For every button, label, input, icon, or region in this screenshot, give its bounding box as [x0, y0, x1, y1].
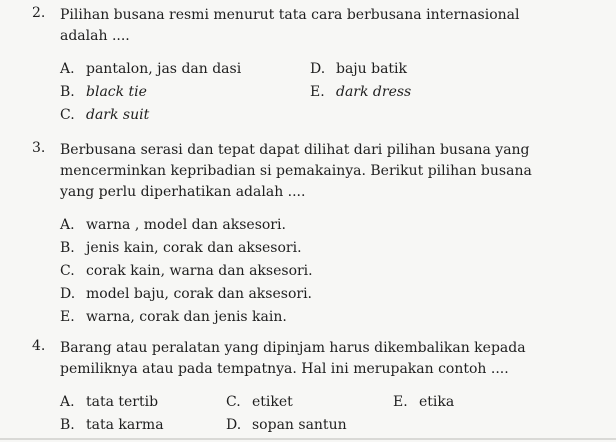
- option-a[interactable]: [60, 217, 286, 233]
- question-stem-line: yang perlu diperhatikan adalah ....: [60, 184, 306, 200]
- option-text: model baju, corak dan aksesori.: [86, 286, 312, 302]
- question-stem-line: Berbusana serasi dan tepat dapat dilihat dari pilihan busana yang: [60, 142, 530, 158]
- option-a[interactable]: [60, 61, 241, 77]
- option-letter: E.: [60, 309, 75, 325]
- option-text: etika: [419, 394, 455, 410]
- question-number: 2.: [32, 5, 46, 21]
- option-letter: B.: [60, 417, 75, 433]
- option-text: tata tertib: [86, 394, 159, 410]
- option-letter: D.: [310, 61, 326, 77]
- option-text: tata karma: [86, 417, 164, 433]
- page-edge-divider: [0, 438, 616, 440]
- option-text: corak kain, warna dan aksesori.: [86, 263, 313, 279]
- question-number: 3.: [32, 140, 46, 156]
- option-text: dark dress: [336, 84, 412, 100]
- question-stem-line: mencerminkan kepribadian si pemakainya. Berikut pilihan busana: [60, 163, 532, 179]
- option-letter: D.: [60, 286, 76, 302]
- option-text: baju batik: [336, 61, 408, 77]
- option-e[interactable]: [393, 394, 454, 410]
- option-b[interactable]: [60, 84, 147, 100]
- option-letter: E.: [310, 84, 325, 100]
- option-letter: B.: [60, 84, 75, 100]
- option-e[interactable]: [310, 84, 411, 100]
- option-letter: A.: [60, 217, 75, 233]
- option-text: sopan santun: [252, 417, 347, 433]
- option-letter: C.: [60, 107, 75, 123]
- question-stem-line: pemiliknya atau pada tempatnya. Hal ini merupakan contoh ....: [60, 361, 509, 377]
- option-c[interactable]: [60, 107, 149, 123]
- option-letter: A.: [60, 394, 75, 410]
- option-letter: D.: [226, 417, 242, 433]
- option-e[interactable]: [60, 309, 287, 325]
- option-text: pantalon, jas dan dasi: [86, 61, 242, 77]
- option-text: jenis kain, corak dan aksesori.: [86, 240, 302, 256]
- option-text: warna , model dan aksesori.: [86, 217, 286, 233]
- option-text: etiket: [252, 394, 293, 410]
- option-b[interactable]: [60, 240, 302, 256]
- question-stem-line: Pilihan busana resmi menurut tata cara berbusana internasional: [60, 7, 520, 23]
- option-d[interactable]: [310, 61, 407, 77]
- option-letter: B.: [60, 240, 75, 256]
- option-d[interactable]: [60, 286, 312, 302]
- question-number: 4.: [32, 338, 46, 354]
- option-text: warna, corak dan jenis kain.: [86, 309, 287, 325]
- question-stem-line: Barang atau peralatan yang dipinjam harus dikembalikan kepada: [60, 340, 526, 356]
- option-letter: C.: [226, 394, 241, 410]
- option-a[interactable]: [60, 394, 158, 410]
- option-letter: E.: [393, 394, 408, 410]
- option-c[interactable]: [226, 394, 293, 410]
- question-stem-line: adalah ....: [60, 28, 130, 44]
- option-letter: A.: [60, 61, 75, 77]
- option-c[interactable]: [60, 263, 313, 279]
- option-b[interactable]: [60, 417, 164, 433]
- option-d[interactable]: [226, 417, 347, 433]
- option-text: dark suit: [86, 107, 150, 123]
- option-letter: C.: [60, 263, 75, 279]
- option-text: black tie: [86, 84, 147, 100]
